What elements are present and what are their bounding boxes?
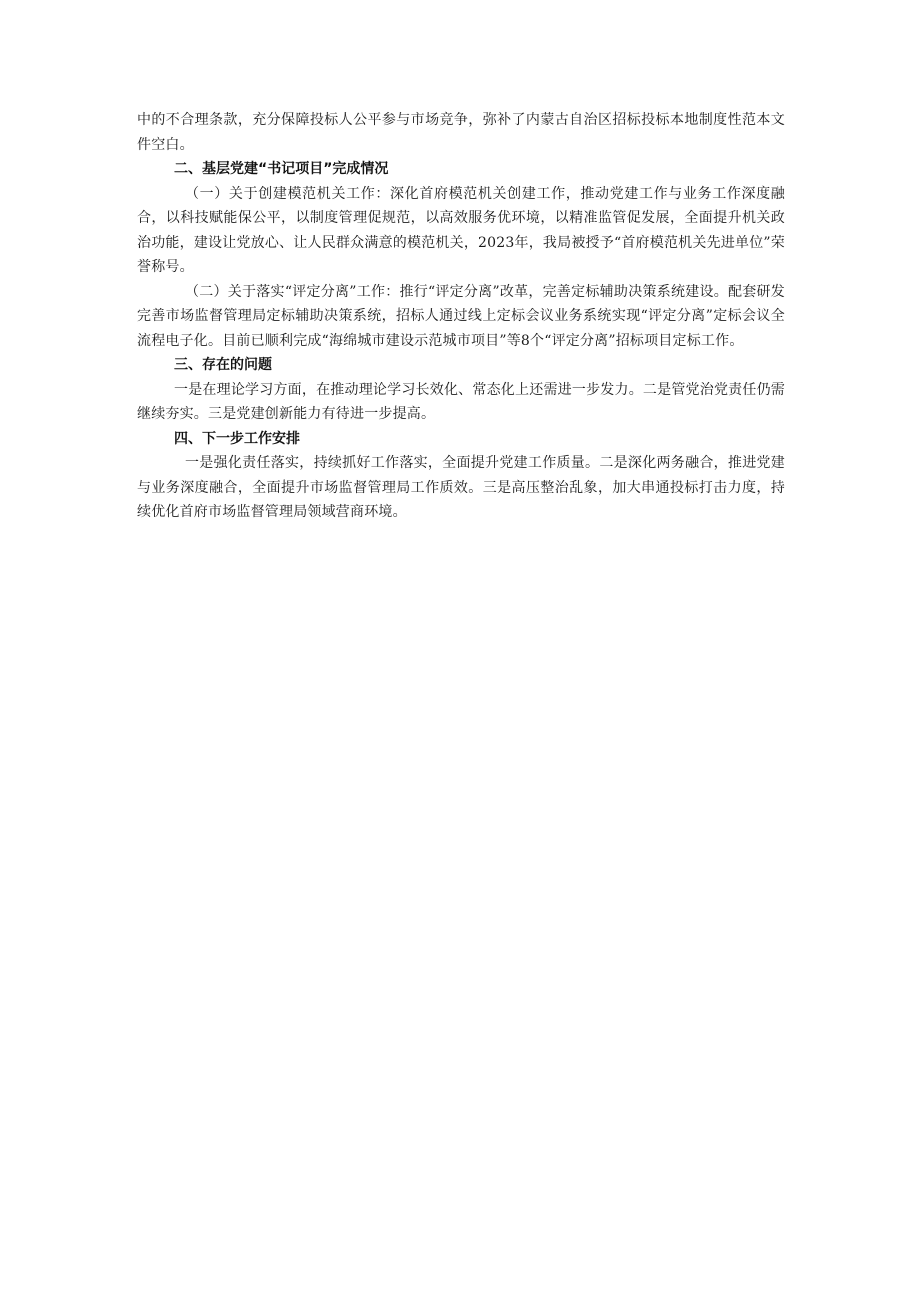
section-heading-2: 二、基层党建“书记项目”完成情况 — [174, 161, 389, 177]
paragraph-model-organ: （一）关于创建模范机关工作：深化首府模范机关创建工作，推动党建工作与业务工作深度融合，以科技赋能保公平，以制度管理促规范，以高效服务优环境，以精准监管促发展，全面提升机关政治功能，建设让党放心、让人民群众满意的模范机关，2023年，我局被授予“首府模范机关先进单位”荣誉称号。 — [137, 185, 785, 275]
paragraph-next-steps: 一是强化责任落实，持续抓好工作落实，全面提升党建工作质量。二是深化两务融合，推进党建与业务深度融合，全面提升市场监督管理局工作质效。三是高压整治乱象，加大串通投标打击力度，持续优化首府市场监督管理局领域营商环境。 — [137, 455, 785, 520]
section-heading-3: 三、存在的问题 — [174, 357, 272, 373]
paragraph-problems: 一是在理论学习方面，在推动理论学习长效化、常态化上还需进一步发力。二是管党治党责任仍需继续夯实。三是党建创新能力有待进一步提高。 — [137, 381, 785, 422]
section-heading-4: 四、下一步工作安排 — [174, 430, 300, 447]
paragraph-continuation: 中的不合理条款，充分保障投标人公平参与市场竞争，弥补了内蒙古自治区招标投标本地制度性范本文件空白。 — [137, 112, 785, 153]
document-page — [137, 108, 785, 525]
paragraph-evaluation-separation: （二）关于落实“评定分离”工作：推行“评定分离”改革，完善定标辅助决策系统建设。配套研发完善市场监督管理局定标辅助决策系统，招标人通过线上定标会议业务系统实现“评定分离”定标会议全流程电子化。目前已顺利完成“海绵城市建设示范城市项目”等8个“评定分离”招标项目定标工作。 — [137, 283, 785, 349]
